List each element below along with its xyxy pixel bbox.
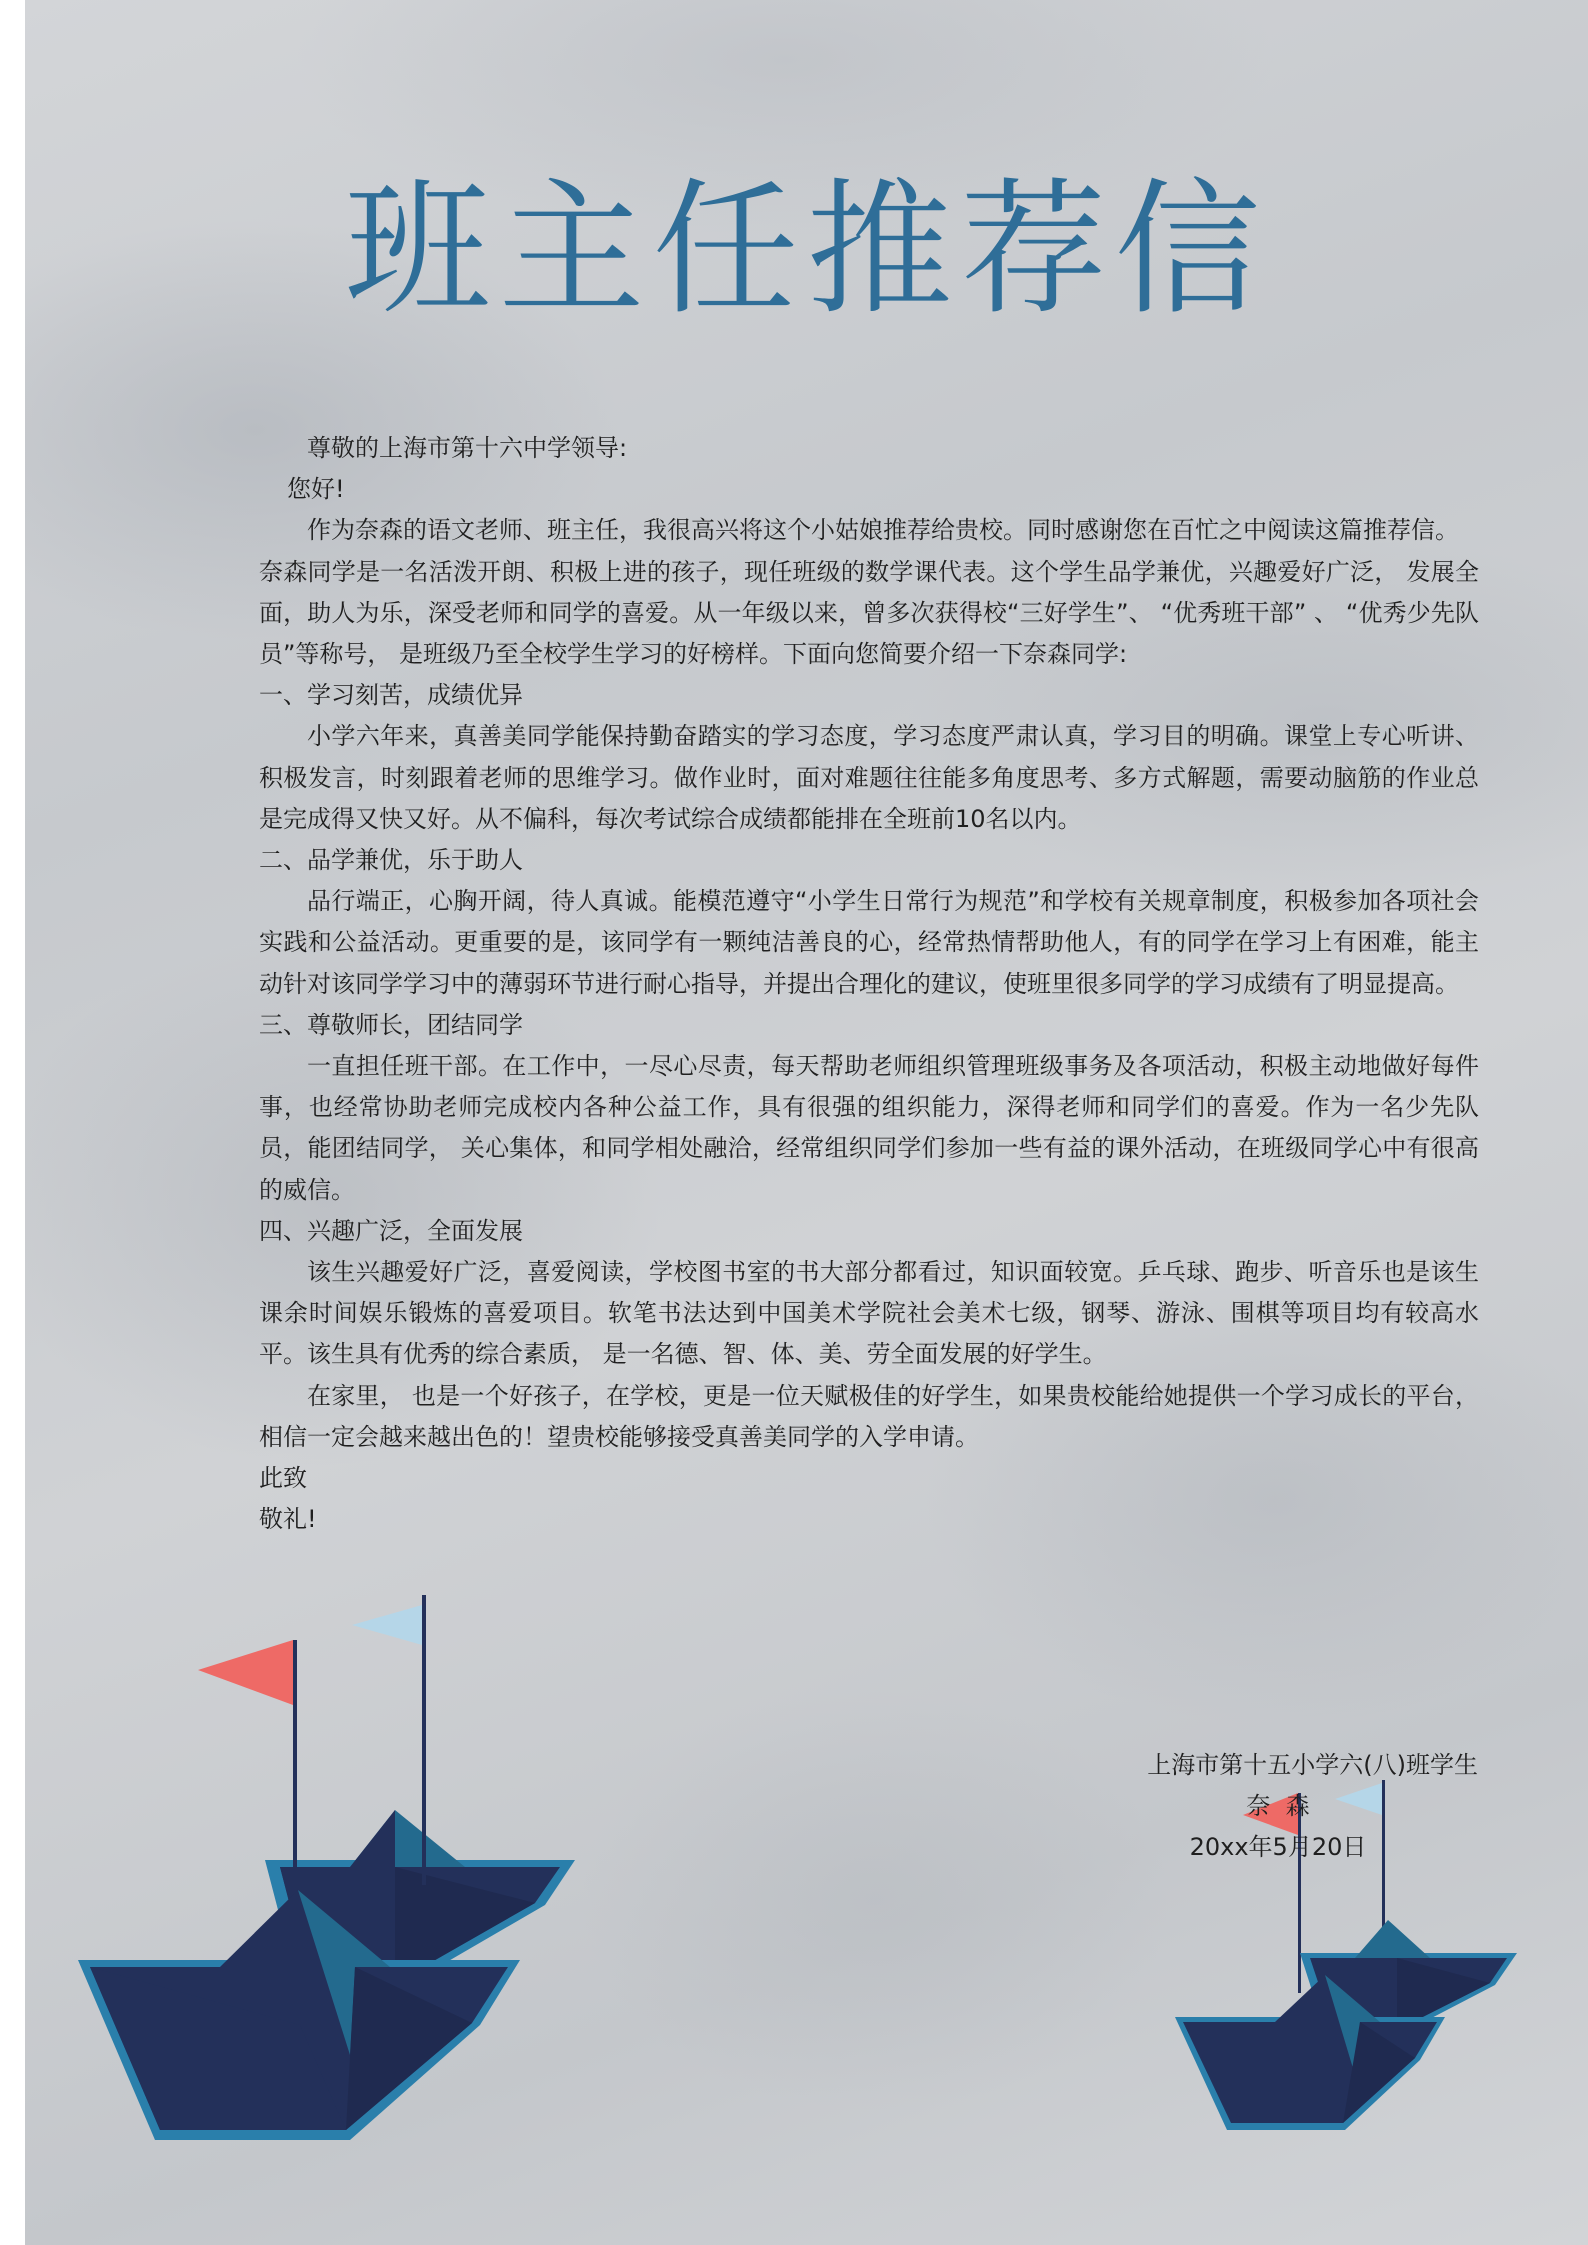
section-heading: 一、学习刻苦，成绩优异 — [259, 681, 523, 710]
closing-line: 敬礼! — [259, 1505, 317, 1534]
summary-paragraph: 奈森同学是一名活泼开朗、积极上进的孩子，现任班级的数学课代表。这个学生品学兼优，兴趣爱好广泛， 发展全面，助人为乐，深受老师和同学的喜爱。从一年级以来，曾多次获得校“三好学生”、 “优秀班干部” 、 “优秀少先队员”等称号， 是班级乃至全校学生学习的好榜样。下面向您简要介绍一下奈森同学: — [259, 557, 1479, 669]
page-title: 班主任推荐信 — [344, 165, 1269, 335]
section-heading: 三、尊敬师长，团结同学 — [259, 1010, 523, 1039]
closing-line: 此致 — [259, 1464, 307, 1493]
letter-page — [25, 0, 1588, 2245]
closing-paragraph: 在家里， 也是一个好孩子，在学校，更是一位天赋极佳的好学生，如果贵校能给她提供一个学习成长的平台， 相信一定会越来越出色的！望贵校能够接受真善美同学的入学申请。 — [259, 1381, 1479, 1451]
salutation: 尊敬的上海市第十六中学领导: — [307, 434, 628, 462]
letter-body — [259, 428, 1479, 1540]
section-body: 小学六年来，真善美同学能保持勤奋踏实的学习态度，学习态度严肃认真，学习目的明确。课堂上专心听讲、积极发言，时刻跟着老师的思维学习。做作业时，面对难题往往能多角度思考、多方式解题，需要动脑筋的作业总是完成得又快又好。从不偏科，每次考试综合成绩都能排在全班前10名以内。 — [259, 722, 1479, 833]
section-heading: 二、品学兼优，乐于助人 — [259, 846, 523, 875]
paper-boats-left-icon — [50, 1585, 610, 2145]
signature-block — [1078, 1745, 1478, 1868]
intro-paragraph: 作为奈森的语文老师、班主任，我很高兴将这个小姑娘推荐给贵校。同时感谢您在百忙之中阅读这篇推荐信。 — [307, 516, 1459, 545]
signature-school: 上海市第十五小学六(八)班学生 — [1147, 1751, 1478, 1779]
signature-date: 20xx年5月20日 — [1189, 1833, 1367, 1861]
section-body: 品行端正，心胸开阔，待人真诚。能模范遵守“小学生日常行为规范”和学校有关规章制度，积极参加各项社会实践和公益活动。更重要的是，该同学有一颗纯洁善良的心，经常热情帮助他人，有的同学在学习上有困难，能主动针对该同学学习中的薄弱环节进行耐心指导，并提出合理化的建议，使班里很多同学的学习成绩有了明显提高。 — [259, 887, 1479, 998]
section-body: 一直担任班干部。在工作中，一尽心尽责，每天帮助老师组织管理班级事务及各项活动，积极主动地做好每件事，也经常协助老师完成校内各种公益工作，具有很强的组织能力，深得老师和同学们的喜爱。作为一名少先队员，能团结同学， 关心集体，和同学相处融洽，经常组织同学们参加一些有益的课外活动，在班级同学心中有很高的威信。 — [259, 1052, 1479, 1204]
section-body: 该生兴趣爱好广泛，喜爱阅读，学校图书室的书大部分都看过，知识面较宽。乒乓球、跑步、听音乐也是该生课余时间娱乐锻炼的喜爱项目。软笔书法达到中国美术学院社会美术七级，钢琴、游泳、围棋等项目均有较高水平。该生具有优秀的综合素质， 是一名德、智、体、美、劳全面发展的好学生。 — [259, 1258, 1479, 1369]
section-heading: 四、兴趣广泛，全面发展 — [259, 1216, 523, 1245]
signature-name: 奈 森 — [1246, 1792, 1310, 1820]
flag-red-icon — [198, 1640, 293, 1705]
flag-blue-icon — [352, 1605, 422, 1645]
greeting: 您好! — [287, 475, 345, 504]
